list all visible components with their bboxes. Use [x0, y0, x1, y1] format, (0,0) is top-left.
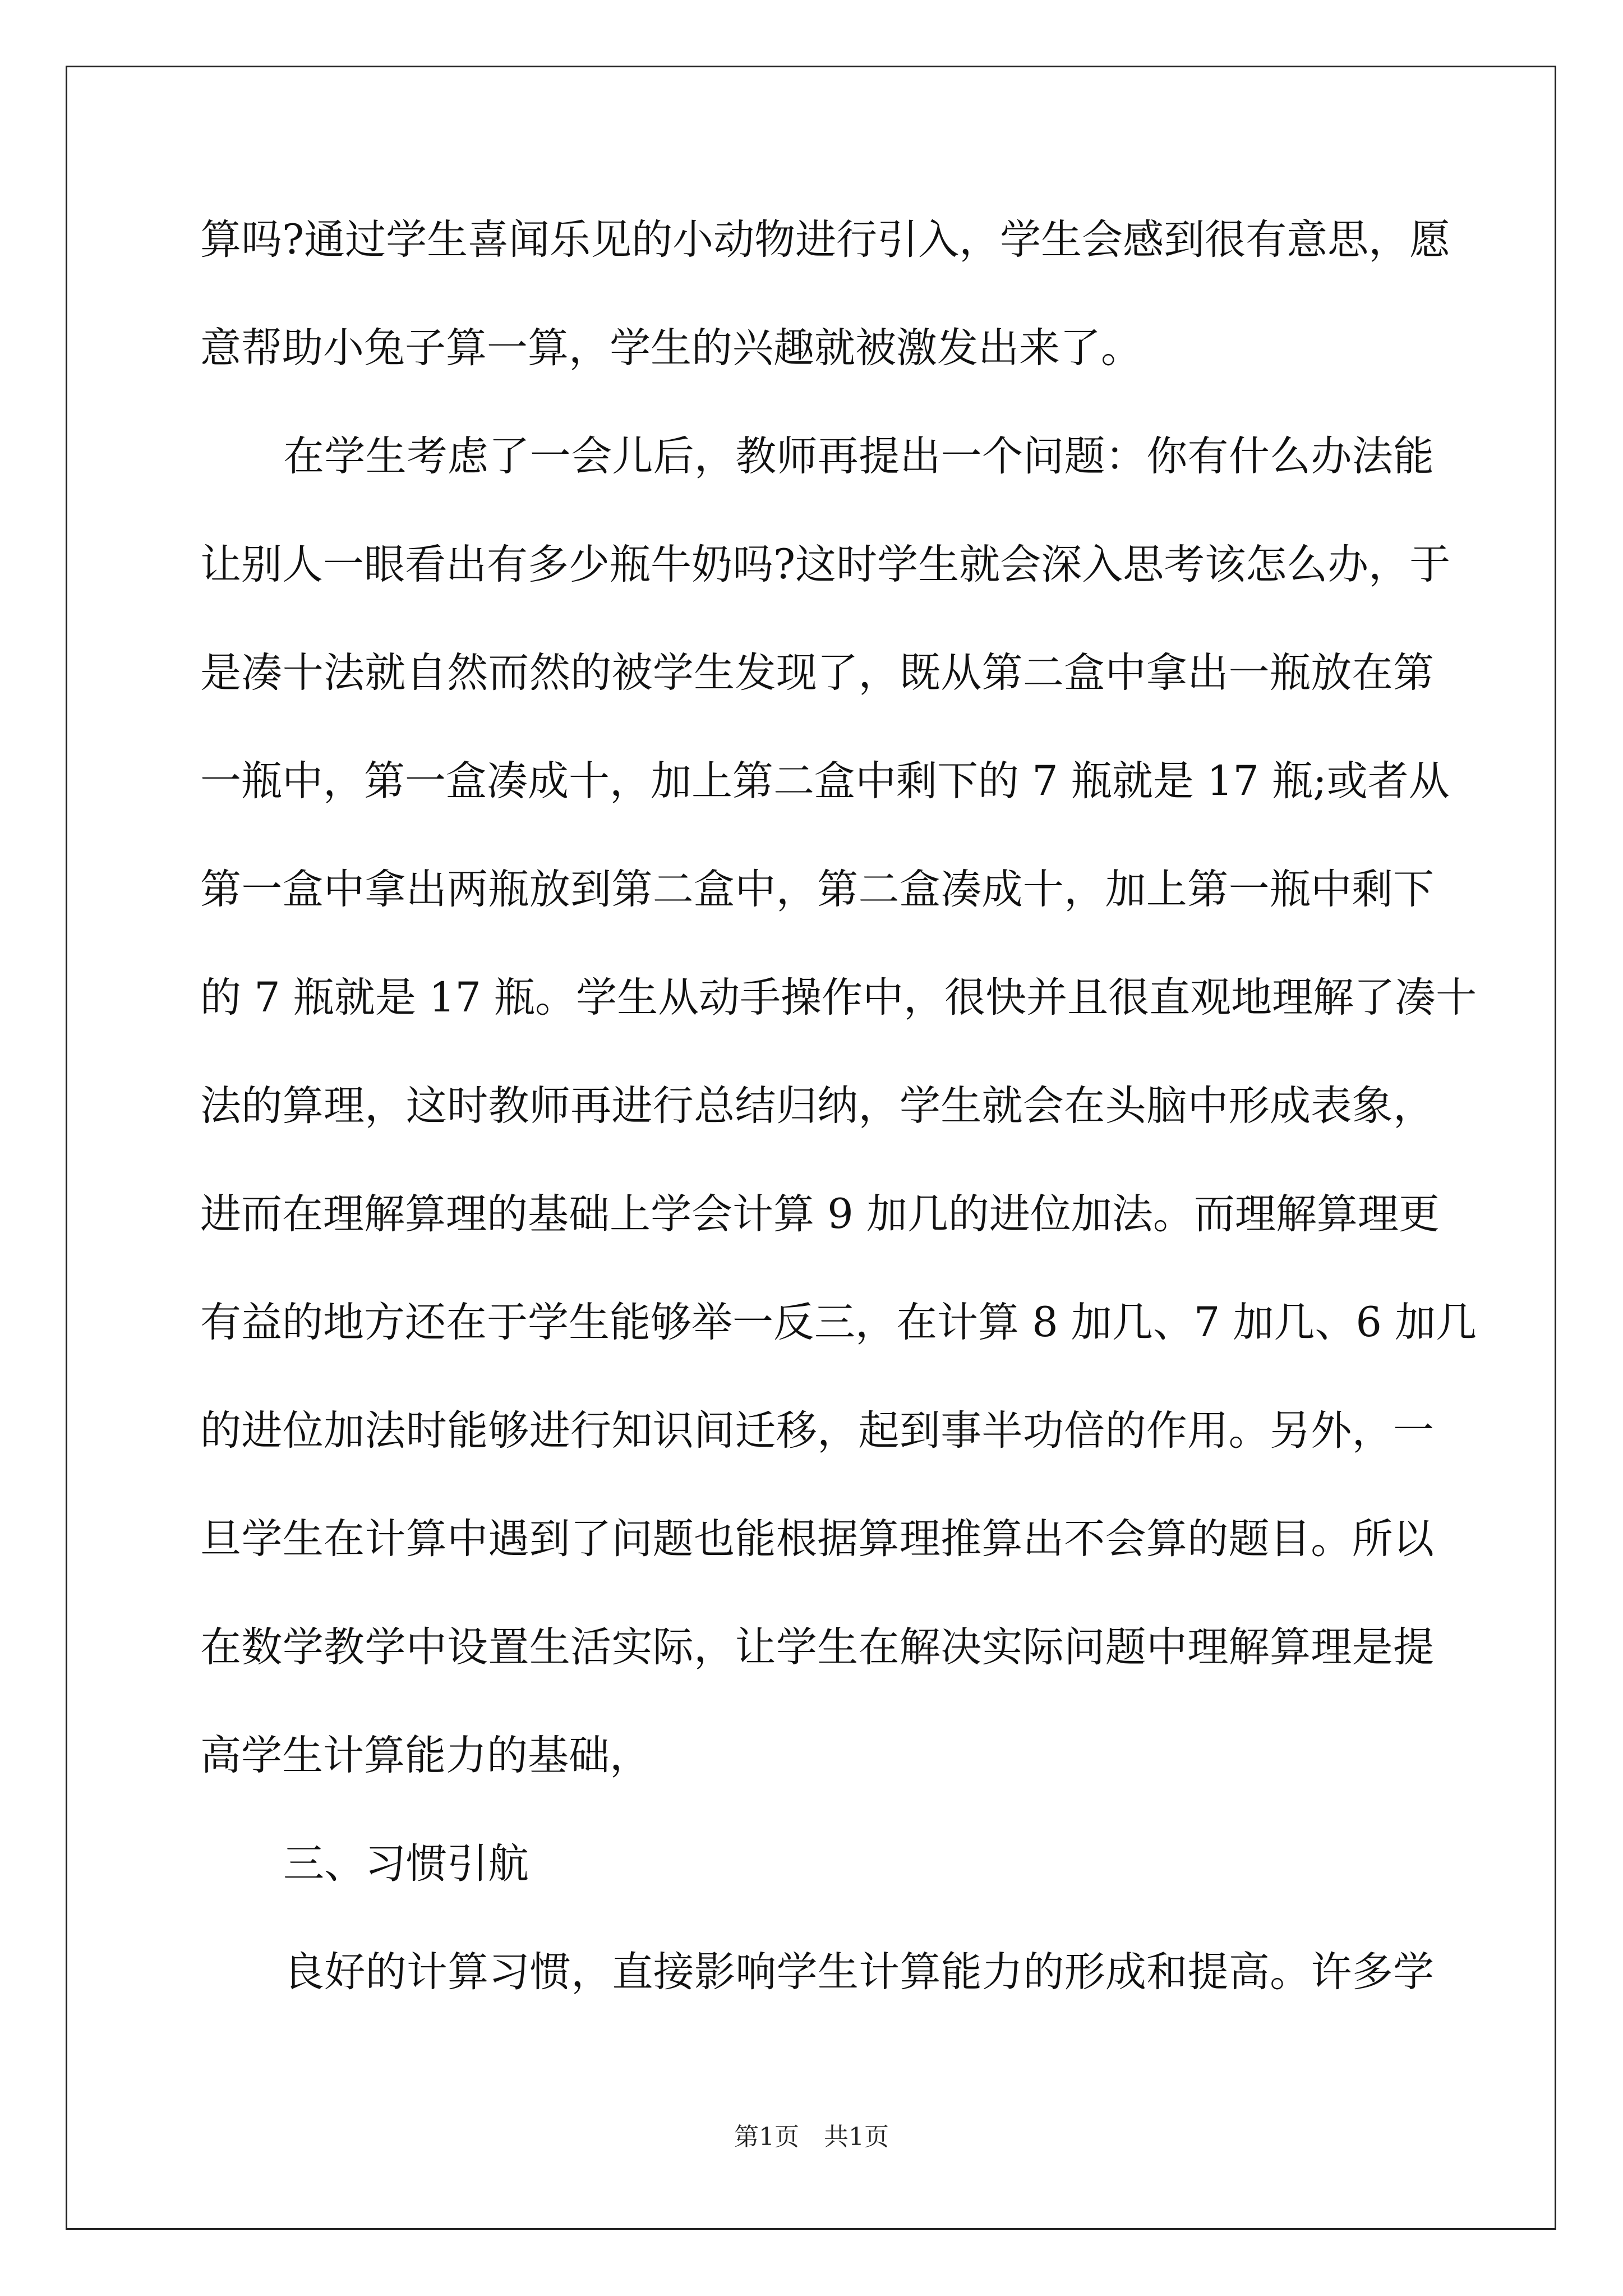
- text-line: 是凑十法就自然而然的被学生发现了，既从第二盒中拿出一瓶放在第: [200, 649, 1434, 697]
- text-line: 法的算理，这时教师再进行总结归纳，学生就会在头脑中形成表象，: [200, 1082, 1434, 1130]
- text-line: 良好的计算习惯，直接影响学生计算能力的形成和提高。许多学: [283, 1948, 1434, 1996]
- text-line: 一瓶中，第一盒凑成十，加上第二盒中剩下的 7 瓶就是 17 瓶;或者从: [200, 757, 1450, 805]
- text-line: 第一盒中拿出两瓶放到第二盒中，第二盒凑成十，加上第一瓶中剩下: [200, 866, 1434, 913]
- text-line: 有益的地方还在于学生能够举一反三，在计算 8 加几、7 加几、6 加几: [200, 1299, 1477, 1346]
- text-line: 意帮助小兔子算一算，学生的兴趣就被激发出来了。: [200, 324, 1142, 372]
- text-line: 算吗?通过学生喜闻乐见的小动物进行引入，学生会感到很有意思，愿: [200, 216, 1451, 264]
- text-line: 的进位加法时能够进行知识间迁移，起到事半功倍的作用。另外，一: [200, 1407, 1434, 1455]
- text-line: 旦学生在计算中遇到了问题也能根据算理推算出不会算的题目。所以: [200, 1515, 1434, 1563]
- text-line: 的 7 瓶就是 17 瓶。学生从动手操作中，很快并且很直观地理解了凑十: [200, 974, 1477, 1022]
- page-total: 共1页: [824, 2123, 889, 2151]
- text-line: 让别人一眼看出有多少瓶牛奶吗?这时学生就会深入思考该怎么办，于: [200, 541, 1451, 588]
- section-heading: 三、习惯引航: [283, 1840, 529, 1888]
- text-line: 在学生考虑了一会儿后，教师再提出一个问题：你有什么办法能: [283, 432, 1434, 480]
- text-line: 高学生计算能力的基础，: [200, 1732, 651, 1779]
- page-number: 第1页: [734, 2123, 799, 2151]
- page-footer: [0, 2120, 1623, 2154]
- text-line: 进而在理解算理的基础上学会计算 9 加几的进位加法。而理解算理更: [200, 1190, 1440, 1238]
- page-border: [66, 66, 1556, 2230]
- text-line: 在数学教学中设置生活实际，让学生在解决实际问题中理解算理是提: [200, 1623, 1434, 1671]
